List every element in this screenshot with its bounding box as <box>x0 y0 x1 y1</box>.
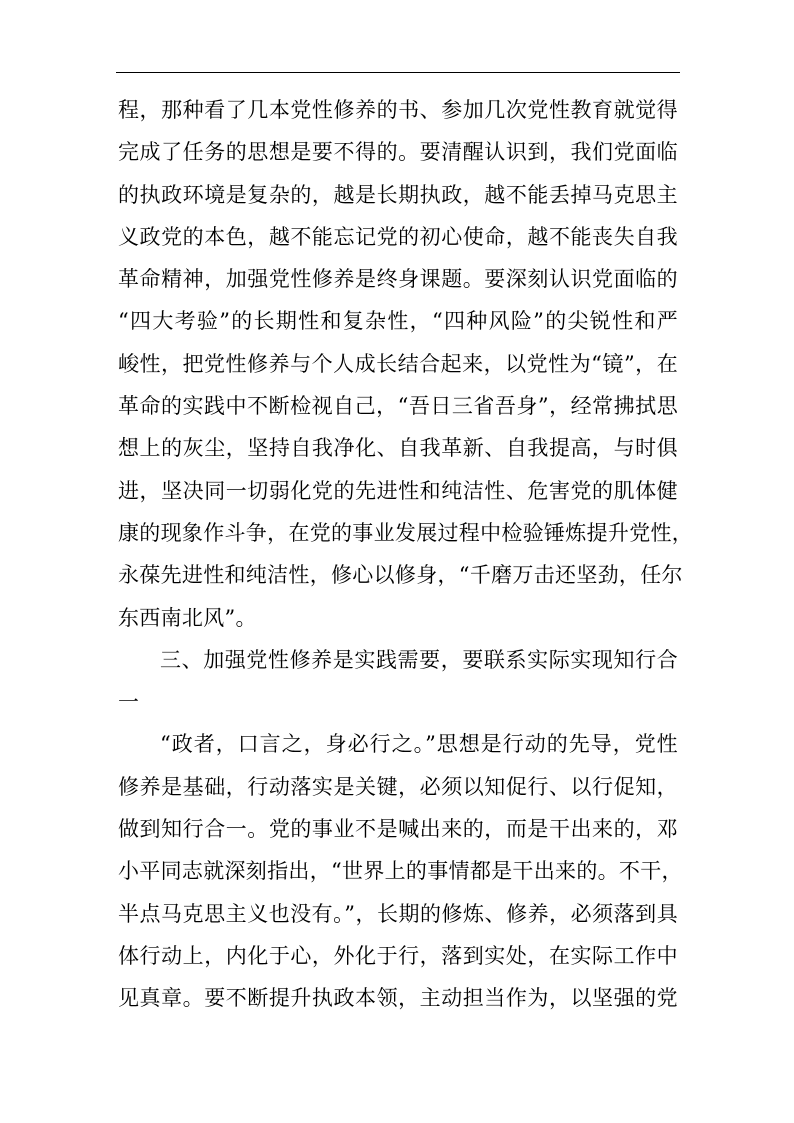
text-line: 东西南北风”。 <box>118 605 257 630</box>
text-line: 进，坚决同一切弱化党的先进性和纯洁性、危害党的肌体健 <box>118 478 678 503</box>
heading-line: 三、加强党性修养是实践需要，要联系实际实现知行合 <box>160 647 678 672</box>
text-line: “四大考验”的长期性和复杂性，“四种风险”的尖锐性和严 <box>118 309 678 334</box>
text-line: 见真章。要不断提升执政本领，主动担当作为，以坚强的党 <box>118 986 678 1011</box>
text-line: 程，那种看了几本党性修养的书、参加几次党性教育就觉得 <box>118 98 678 122</box>
text-line: 革命的实践中不断检视自己，“吾日三省吾身”，经常拂拭思 <box>118 394 678 419</box>
text-line: 永葆先进性和纯洁性，修心以修身，“千磨万击还坚劲，任尔 <box>118 563 683 588</box>
text-line: 完成了任务的思想是要不得的。要清醒认识到，我们党面临 <box>118 140 678 165</box>
text-line: 革命精神，加强党性修养是终身课题。要深刻认识党面临的 <box>118 267 678 292</box>
text-line: 小平同志就深刻指出，“世界上的事情都是干出来的。不干， <box>118 859 683 884</box>
paragraph <box>118 723 683 1019</box>
text-line: 体行动上，内化于心，外化于行，落到实处，在实际工作中 <box>118 943 678 968</box>
heading-line: 一 <box>118 690 140 715</box>
text-line: 修养是基础，行动落实是关键，必须以知促行、以行促知， <box>118 774 678 799</box>
text-line: 半点马克思主义也没有。”，长期的修炼、修养，必须落到具 <box>118 901 678 926</box>
section-heading <box>118 639 678 724</box>
text-line: 想上的灰尘，坚持自我净化、自我革新、自我提高，与时俱 <box>118 436 678 461</box>
text-line: 义政党的本色，越不能忘记党的初心使命，越不能丧失自我 <box>118 224 678 249</box>
document-body <box>118 89 694 1020</box>
text-line: “政者，口言之，身必行之。”思想是行动的先导，党性 <box>160 732 678 757</box>
text-line: 康的现象作斗争，在党的事业发展过程中检验锤炼提升党性， <box>118 520 694 545</box>
text-line: 的执政环境是复杂的，越是长期执政，越不能丢掉马克思主 <box>118 182 678 207</box>
text-line: 做到知行合一。党的事业不是喊出来的，而是干出来的，邓 <box>118 817 678 842</box>
header-rule <box>116 72 680 73</box>
paragraph-continuation <box>118 89 694 639</box>
text-line: 峻性，把党性修养与个人成长结合起来，以党性为“镜”，在 <box>118 351 678 376</box>
